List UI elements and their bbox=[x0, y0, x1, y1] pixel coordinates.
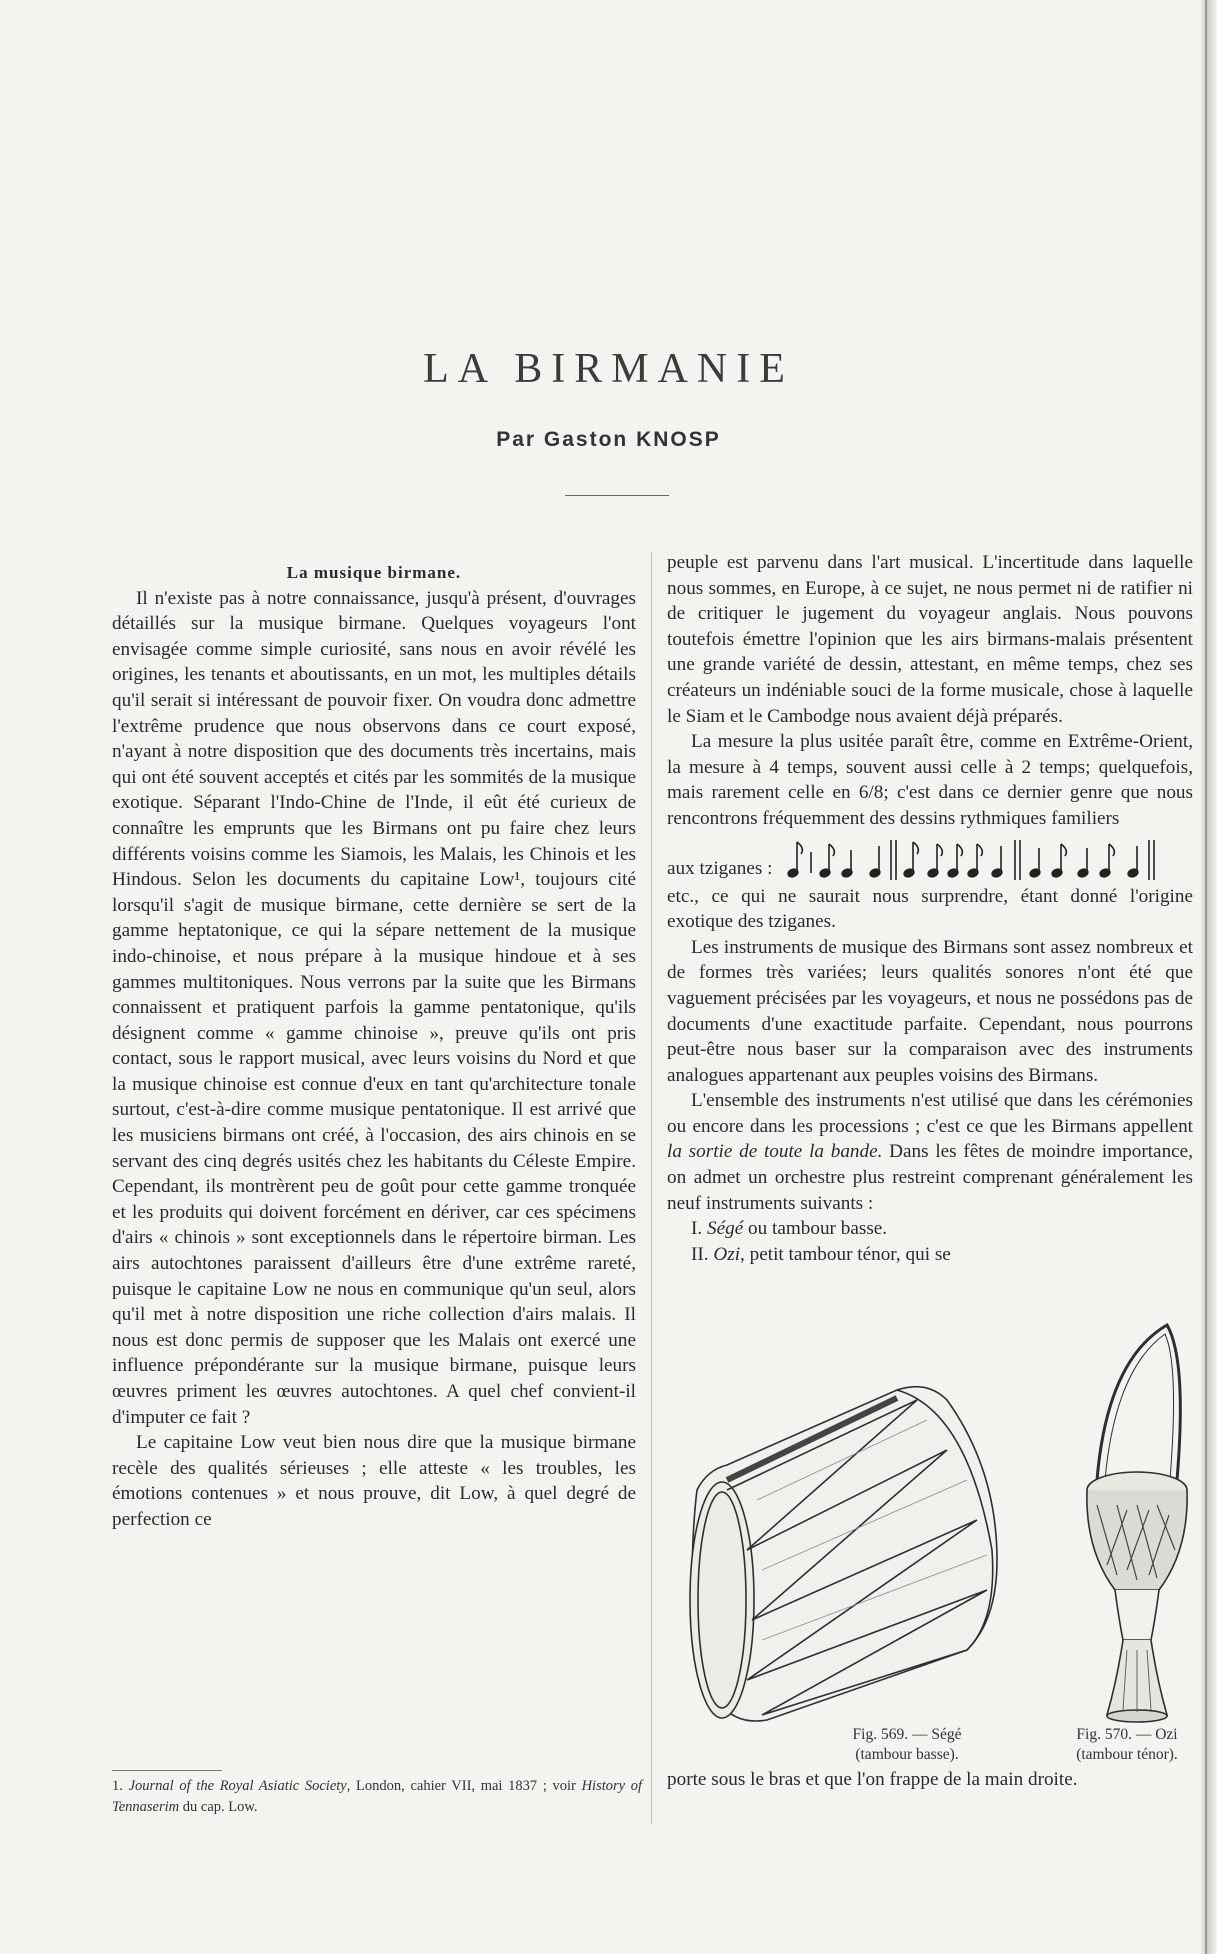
footnote-history: History of Tennaserim bbox=[112, 1778, 643, 1815]
fig569-label: Fig. 569. — Ségé bbox=[852, 1726, 962, 1743]
right-paragraph-1: peuple est parvenu dans l'art musical. L'incertitude dans laquelle nous sommes, en Europe, à ce sujet, ne nous permet ni de ratifier ni de critiquer le jugement du voyageur anglais. Nous pouvons toutefois émettre l'opinion que les airs birmans-malais présentent une grande variété de dessin, attestant, en même temps, chez ses créateurs un indéniable souci de la forme musicale, chose à laquelle le Siam et le Cambodge nous avaient déjà préparés. bbox=[667, 552, 1193, 727]
fig570-sub: (tambour ténor). bbox=[1076, 1746, 1178, 1763]
list-number: I. bbox=[691, 1218, 703, 1240]
list-number: II. bbox=[691, 1243, 709, 1265]
left-paragraph-2: Le capitaine Low veut bien nous dire que la musique birmane recèle des qualités sérieuses ; elle atteste « les troubles, les émotions contenues » et nous prouve, dit Low, à quel degré de perfection ce bbox=[112, 1432, 636, 1530]
right-paragraph-2-end: etc., ce qui ne saurait nous surprendre, étant donné l'origine exotique des tziganes. bbox=[667, 885, 1193, 933]
instrument-name: Ozi bbox=[713, 1243, 741, 1265]
title-rule bbox=[565, 495, 669, 496]
paragraph-4-text-b: Dans les fêtes de moindre importance, on admet un orchestre plus restreint comprenant généralement les neuf instruments suivants : bbox=[667, 1141, 1193, 1214]
footnote bbox=[112, 1776, 642, 1818]
instrument-list-item-2 bbox=[667, 1242, 1193, 1268]
section-heading: La musique birmane. bbox=[286, 563, 462, 582]
figure-570-caption bbox=[1052, 1725, 1202, 1765]
footnote-journal: Journal of the Royal Asiatic Society bbox=[128, 1778, 347, 1794]
rhythm-notation bbox=[783, 838, 1173, 882]
instrument-desc: , petit tambour ténor, qui se bbox=[740, 1243, 951, 1265]
footnote-number: 1. bbox=[112, 1778, 123, 1794]
footnote-text-b: du cap. Low. bbox=[179, 1799, 258, 1815]
rhythm-lead-text: aux tziganes : bbox=[667, 857, 773, 879]
footnote-text-a: , London, cahier VII, mai 1837 ; voir bbox=[346, 1778, 582, 1794]
instrument-list-item-1 bbox=[667, 1216, 1193, 1242]
page-edge-line bbox=[1205, 0, 1207, 1954]
column-divider bbox=[651, 552, 652, 1824]
right-column bbox=[667, 550, 1193, 1267]
page-edge-shadow bbox=[1201, 0, 1217, 1954]
fig570-label: Fig. 570. — Ozi bbox=[1076, 1726, 1178, 1743]
article-title: LA BIRMANIE bbox=[423, 346, 794, 392]
left-column bbox=[112, 560, 636, 1533]
right-column-continuation: porte sous le bras et que l'on frappe de la main droite. bbox=[667, 1769, 1078, 1790]
right-paragraph-2: La mesure la plus usitée paraît être, comme en Extrême-Orient, la mesure à 4 temps, souvent aussi celle à 2 temps; quelquefois, mais rarement celle en 6/8; c'est dans ce dernier genre que nous rencontrons fréquemment des dessins rythmiques familiers bbox=[667, 731, 1193, 829]
instrument-name: Ségé bbox=[706, 1218, 744, 1240]
paragraph-4-italic: la sortie de toute la bande. bbox=[667, 1141, 883, 1163]
figure-569-caption bbox=[807, 1725, 1007, 1765]
right-paragraph-4 bbox=[667, 1088, 1193, 1216]
paragraph-4-text-a: L'ensemble des instruments n'est utilisé que dans les cérémonies ou encore dans les processions ; c'est ce que les Birmans appellent bbox=[667, 1090, 1193, 1137]
figures-area bbox=[667, 1320, 1197, 1770]
right-paragraph-3: Les instruments de musique des Birmans sont assez nombreux et de formes très variées; leurs qualités sonores n'ont été que vaguement précisées par les voyageurs, et nous ne possédons pas de documents d'une exactitude parfaite. Cependant, nous pourrons peut-être nous baser sur la comparaison avec des instruments analogues appartenant aux peuples voisins des Birmans. bbox=[667, 936, 1193, 1086]
left-paragraph-1: Il n'existe pas à notre connaissance, jusqu'à présent, d'ouvrages détaillés sur la musique birmane. Quelques voyageurs l'ont envisagée comme simple curiosité, sans nous en avoir révélé les origines, les tenants et aboutissants, en un mot, les multiples détails qu'il serait si intéressant de pouvoir fixer. On voudra donc admettre l'extrême prudence que nous observons dans ce court exposé, n'ayant à notre disposition que des documents très incertains, mais qui ont été souvent acceptés et cités par les sommités de la musique exotique. Séparant l'Indo-Chine de l'Inde, il eût été curieux de connaître les emprunts que les Birmans ont pu faire chez leurs différents voisins comme les Siamois, les Malais, les Chinois et les Hindous. Selon les documents du capitaine Low¹, toujours cité lorsqu'il s'agit de musique birmane, cette dernière se sert de la gamme heptatonique, ce qui la sépare nettement de la musique indo-chinoise, et nous prépare à la musique hindoue et à ses gammes multitoniques. Nous verrons par la suite que les Birmans connaissent et pratiquent parfois la gamme pentatonique, qu'ils désignent comme « gamme chinoise », preuve qu'ils ont pris contact, sous le rapport musical, avec leurs voisins du Nord et que la musique chinoise est connue d'eux en tant qu'architecture tonale surtout, c'est-à-dire comme musique pentatonique. Il est arrivé que les musiciens birmans ont créé, à l'occasion, des airs chinois en se servant des cinq degrés usités chez les habitants du Céleste Empire. Cependant, ils montrèrent peu de goût pour cette gamme tronquée et les produits qui doivent forcément en dériver, car ces spécimens d'airs « chinois » sont exceptionnels dans le répertoire birman. Les airs autochtones paraissent d'ailleurs être d'une extrême rareté, puisque le capitaine Low ne nous en communique qu'un seul, alors qu'il met à notre disposition une riche collection d'airs malais. Il nous est donc permis de supposer que les Malais ont exercé une influence prépondérante sur la musique birmane, puisque leurs œuvres priment les œuvres autochtones. A quel chef convient-il d'imputer ce fait ? bbox=[112, 587, 636, 1428]
article-author: Par Gaston KNOSP bbox=[496, 428, 721, 451]
sege-bass-drum-illustration bbox=[667, 1320, 1197, 1740]
footnote-rule bbox=[112, 1770, 222, 1771]
fig569-sub: (tambour basse). bbox=[855, 1746, 959, 1763]
rhythm-example bbox=[667, 838, 1193, 882]
instrument-desc: ou tambour basse. bbox=[743, 1218, 888, 1240]
